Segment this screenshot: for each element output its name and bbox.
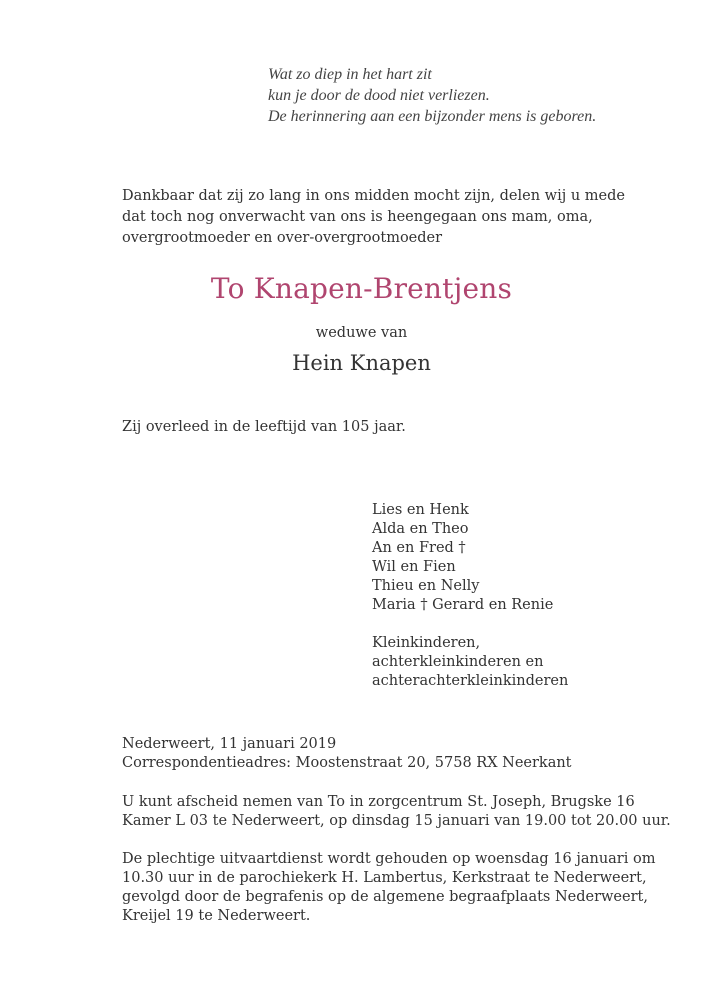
- family-item: Thieu en Nelly: [372, 578, 480, 594]
- family-list: [372, 501, 553, 615]
- family-item: An en Fred †: [372, 540, 466, 556]
- farewell-info: [122, 793, 671, 831]
- poem: [268, 64, 596, 127]
- relation-text: weduwe van: [315, 325, 408, 341]
- poem-line: Wat zo diep in het hart zit: [268, 66, 432, 83]
- intro-line: dat toch nog onverwacht van ons is heengegaan ons mam, oma,: [122, 209, 593, 225]
- place-date: Nederweert, 11 januari 2019: [122, 736, 337, 752]
- grandchildren-list: [372, 634, 568, 691]
- deceased-name: To Knapen-Brentjens: [210, 272, 513, 305]
- service-line: 10.30 uur in de parochiekerk H. Lambertus, Kerkstraat te Nederweert,: [122, 870, 647, 886]
- family-item: Alda en Theo: [372, 521, 469, 537]
- grandchildren-item: achterachterkleinkinderen: [372, 673, 569, 689]
- place-and-address: [122, 735, 572, 773]
- grandchildren-item: Kleinkinderen,: [372, 635, 481, 651]
- poem-line: De herinnering aan een bijzonder mens is geboren.: [268, 108, 597, 125]
- service-line: De plechtige uitvaartdienst wordt gehouden op woensdag 16 januari om: [122, 851, 656, 867]
- spouse-name: Hein Knapen: [292, 351, 431, 375]
- intro-text: [122, 186, 625, 249]
- family-item: Maria † Gerard en Renie: [372, 597, 554, 613]
- family-item: Lies en Henk: [372, 502, 469, 518]
- intro-line: overgrootmoeder en over-overgrootmoeder: [122, 230, 443, 246]
- age-text: Zij overleed in de leeftijd van 105 jaar.: [122, 419, 406, 435]
- funeral-service-info: [122, 850, 655, 926]
- intro-line: Dankbaar dat zij zo lang in ons midden mocht zijn, delen wij u mede: [122, 188, 625, 204]
- correspondence-address: Correspondentieadres: Moostenstraat 20, 5758 RX Neerkant: [122, 755, 572, 771]
- service-line: gevolgd door de begrafenis op de algemene begraafplaats Nederweert,: [122, 889, 648, 905]
- grandchildren-item: achterkleinkinderen en: [372, 654, 544, 670]
- family-item: Wil en Fien: [372, 559, 456, 575]
- poem-line: kun je door de dood niet verliezen.: [268, 87, 490, 104]
- farewell-line: U kunt afscheid nemen van To in zorgcentrum St. Joseph, Brugske 16: [122, 794, 635, 810]
- farewell-line: Kamer L 03 te Nederweert, op dinsdag 15 januari van 19.00 tot 20.00 uur.: [122, 813, 671, 829]
- service-line: Kreijel 19 te Nederweert.: [122, 908, 311, 924]
